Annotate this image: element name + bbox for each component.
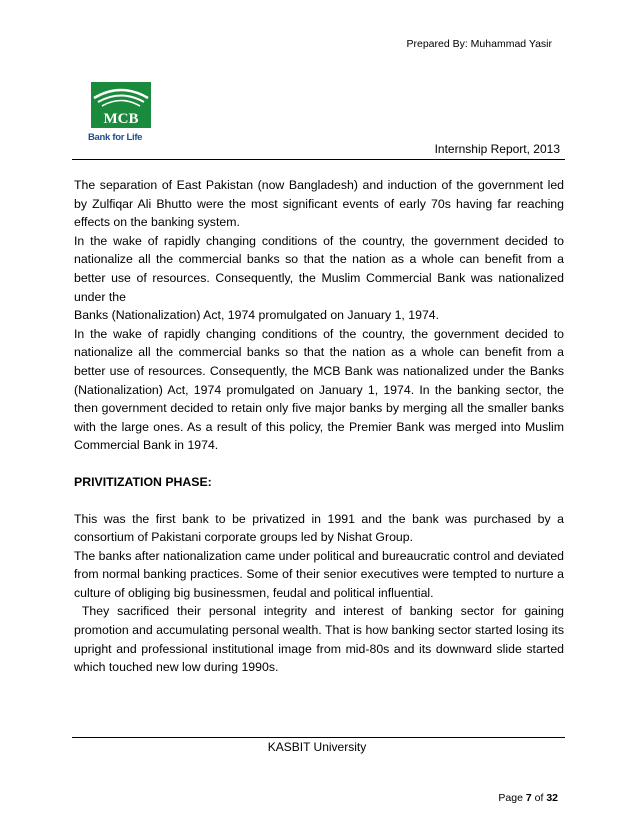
paragraph: They sacrificed their personal integrity and interest of banking sector for gaining promotion and accumulating personal wealth. That is how banking sector started losing its upright and professional institutional image from mid-80s and its downward slide started which touched new low during 1990s. <box>74 604 568 675</box>
paragraph: The separation of East Pakistan (now Bangladesh) and induction of the government led by Zulfiqar Ali Bhutto were the most significant events of early 70s having far reaching effects on the banking system. <box>74 178 564 230</box>
prepared-by: Prepared By: Muhammad Yasir <box>406 38 552 50</box>
paragraph: In the wake of rapidly changing conditions of the country, the government decided to <box>74 233 564 248</box>
university-name: KASBIT University <box>267 740 367 754</box>
footer-university <box>0 740 638 754</box>
report-title: Internship Report, 2013 <box>434 142 560 156</box>
paragraph: In the wake of rapidly changing conditions of the country, the government decided to nationalize all the commercial banks so that the nation as a whole can benefit from a better use of resources. Consequently, the MCB Bank was nationalized under the Banks (Nationalization) Act, 1974 promulgated on January 1, 1974. In the banking sector, the then government decided to retain only five major banks by merging all the smaller banks with the large ones. As a result of this policy, the Premier Bank was merged into Muslim Commercial Bank in 1974. <box>74 326 564 453</box>
paragraph: The banks after nationalization came under political and bureaucratic control and deviated from normal banking practices. Some of their senior executives were tempted to nurture a culture of obliging big businessmen, feudal and political influential. <box>74 548 564 600</box>
header-divider <box>72 159 565 160</box>
page-number <box>498 792 558 804</box>
logo-tagline: Bank for Life <box>88 132 143 143</box>
body-text <box>74 176 568 677</box>
paragraph: nationalize all the commercial banks so that the nation as a whole can benefit from a better use of resources. Consequently, the Muslim Commercial Bank was nationalized under the <box>74 252 564 304</box>
footer-divider <box>72 737 565 738</box>
paragraph: Banks (Nationalization) Act, 1974 promulgated on January 1, 1974. <box>74 308 440 323</box>
logo-text: MCB <box>103 111 139 127</box>
mcb-logo-icon <box>88 80 158 132</box>
page-of: of <box>531 792 547 804</box>
page-prefix: Page <box>498 792 526 804</box>
paragraph: This was the first bank to be privatized in 1991 and the bank was purchased by a consortium of Pakistani corporate groups led by Nishat Group. <box>74 511 564 545</box>
page-total: 32 <box>546 792 558 804</box>
page-current: 7 <box>525 792 532 804</box>
section-heading: PRIVITIZATION PHASE: <box>74 474 212 489</box>
mcb-logo <box>88 80 158 146</box>
